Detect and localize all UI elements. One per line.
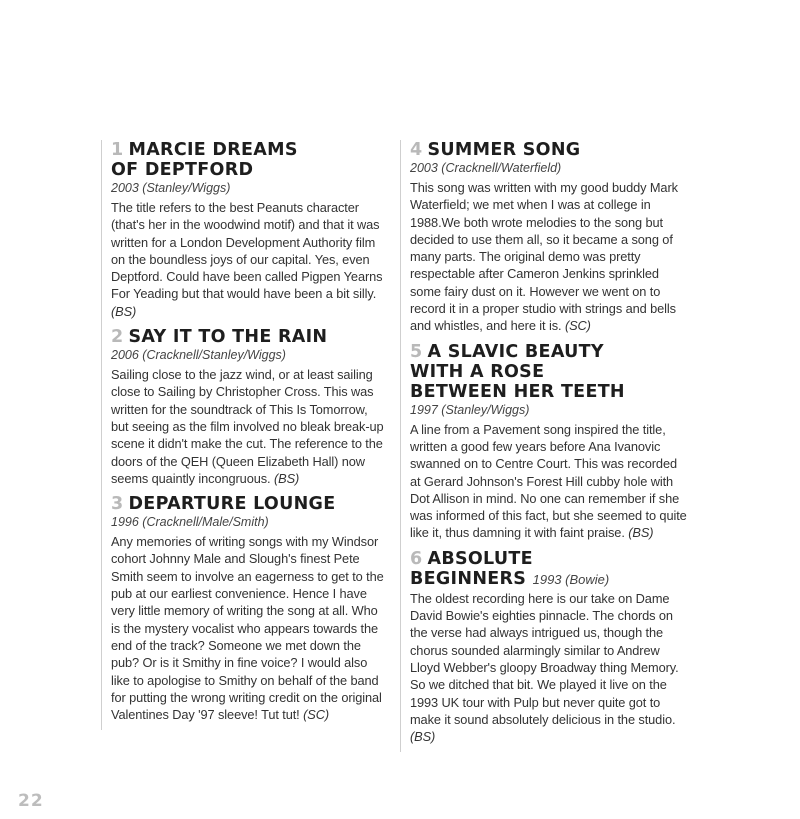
track-title [410,342,690,402]
track-notes [410,421,690,542]
track-notes-text: A line from a Pavement song inspired the title, written a good few years before Ana Ivanovic swanned on to Centre Court. This was recorded at Gerard Johnson's Forest Hill cubby hole with Dot Allison in mind. No one can remember if she was informed of this fact, but she seemed to quite like it, thus damning it with faint praise. [410,421,687,541]
track-notes-text: Any memories of writing songs with my Windsor cohort Johnny Male and Slough's finest Pete Smith seem to involve an eagerness to get to the pub at our earliest convenience. Hence I have very little memory of writing the song at all. Who is the mystery vocalist who appears towards the end of the track? Someone we met down the pub? Or is it Smithy in fine voice? I would also like to apologise to Smithy on behalf of the band for putting the wrong writing credit on the original Valentines Day '97 sleeve! Tut tut! [111,534,384,723]
track-title-line: WITH A ROSE [410,361,545,382]
left-column [101,140,387,730]
track-title [410,140,690,160]
track-title-line: BETWEEN HER TEETH [410,381,625,402]
track-number: 5 [410,341,423,362]
track-notes-text: This song was written with my good buddy Mark Waterfield; we met when I was at college in 1988.We both wrote melodies to the song but decided to use them all, so it became a song of many parts. The original demo was pretty respectable after Cameron Jenkins sprinkled some fairy dust on it. However we went on to record it in a proper studio with strings and bells and whistles, and here it is. [410,180,678,334]
track-entry-6 [410,549,690,746]
track-title-line: A SLAVIC BEAUTY [427,341,604,362]
track-title-line: OF DEPTFORD [111,160,254,180]
track-entry-4 [410,140,690,335]
track-title-line: ABSOLUTE [427,548,533,569]
track-notes [111,199,387,320]
track-title-line: SUMMER SONG [427,140,581,160]
track-credit: 2003 (Cracknell/Waterfield) [410,161,562,175]
track-number: 6 [410,548,423,569]
track-title [111,327,387,347]
author-initials: (BS) [410,729,436,745]
track-title-line: SAY IT TO THE RAIN [128,327,328,348]
track-entry-3 [111,494,387,723]
track-title-line: BEGINNERS [410,568,527,589]
track-notes-text: Sailing close to the jazz wind, or at least sailing close to Sailing by Christopher Cross. This was written for the soundtrack of This Is Tomorrow, but seeing as the film involved no bleak break-up scene it didn't make the cut. The reference to the doors of the QEH (Queen Elizabeth Hall) now seems quaintly incongruous. [111,367,384,486]
track-notes [111,366,387,487]
track-notes-text: The oldest recording here is our take on Dame David Bowie's eighties pinnacle. The chords on the verse had always intrigued us, though the chorus sounded alarmingly similar to Andrew Lloyd Webber's gloopy Broadway thing Memory. So we ditched that bit. We played it live on the 1993 UK tour with Pulp but never quite got to make it sound absolutely delicious in the studio. [410,590,679,727]
track-title [410,549,690,590]
track-credit: 1993 (Bowie) [532,571,610,587]
track-title-line: DEPARTURE LOUNGE [128,494,336,515]
author-initials: (BS) [628,525,654,541]
track-credit: 2003 (Stanley/Wiggs) [111,181,231,195]
track-number: 4 [410,140,423,160]
track-title-line: MARCIE DREAMS [128,140,298,160]
track-notes [111,533,387,723]
track-number: 3 [111,494,124,515]
track-notes [410,179,690,335]
track-number: 2 [111,327,124,348]
track-title [111,494,387,514]
author-initials: (BS) [111,303,137,319]
track-credit: 2006 (Cracknell/Stanley/Wiggs) [111,348,286,363]
track-entry-5 [410,342,690,542]
track-title [111,140,387,180]
author-initials: (BS) [273,470,300,486]
track-entry-2 [111,327,387,487]
track-credit: 1997 (Stanley/Wiggs) [410,402,530,417]
page-number: 22 [18,791,44,811]
track-credit: 1996 (Cracknell/Male/Smith) [111,515,269,530]
right-column [400,140,690,752]
track-notes-text: The title refers to the best Peanuts character (that's her in the woodwind motif) and that it was written for a London Development Authority film on the boundless joys of our capital. Yes, even Deptford. Could have been called Pigpen Yearns For Yeading but that would have been a bit silly. [111,200,383,302]
track-number: 1 [111,140,124,160]
author-initials: (SC) [564,318,591,334]
track-entry-1 [111,140,387,320]
author-initials: (SC) [303,707,330,723]
track-notes [410,590,690,746]
